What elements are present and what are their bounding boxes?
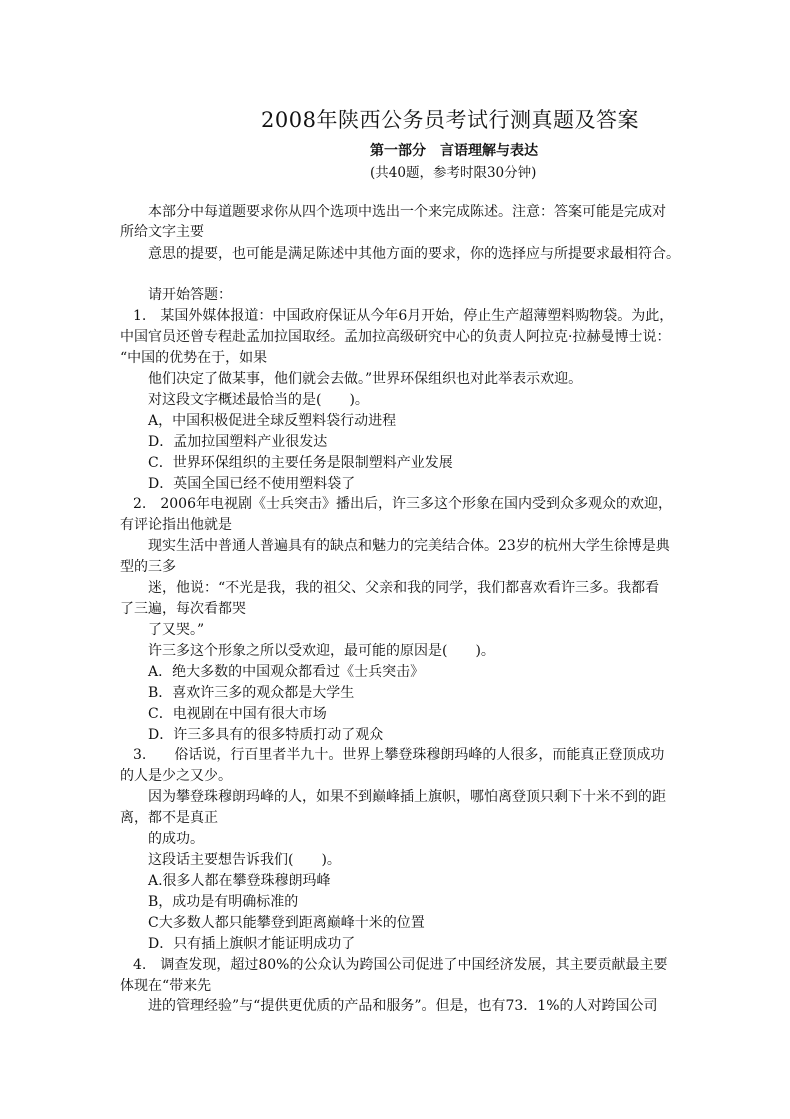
question-line: 2. 2006年电视剧《士兵突击》播出后，许三多这个形象在国内受到众多观众的欢迎， bbox=[133, 496, 672, 512]
text-line: 现实生活中普通人普遍具有的缺点和魅力的完美结合体。23岁的杭州大学生徐博是典 bbox=[148, 538, 670, 554]
option-line: D．英国全国已经不使用塑料袋了 bbox=[148, 476, 356, 492]
text-line: 中国官员还曾专程赴孟加拉国取经。孟加拉高级研究中心的负责人阿拉克·拉赫曼博士说： bbox=[120, 329, 671, 345]
question-line: 1. 某国外媒体报道：中国政府保证从今年6月开始，停止生产超薄塑料购物袋。为此， bbox=[133, 308, 674, 324]
text-line: 意思的提要，也可能是满足陈述中其他方面的要求，你的选择应与所提要求最相符合。 bbox=[148, 246, 680, 262]
option-line: A．绝大多数的中国观众都看过《士兵突击》 bbox=[148, 664, 425, 680]
text-line: 他们决定了做某事，他们就会去做。”世界环保组织也对此举表示欢迎。 bbox=[148, 371, 583, 387]
text-line: 体现在“带来先 bbox=[120, 978, 212, 994]
option-line: C大多数人都只能攀登到距离巅峰十米的位置 bbox=[148, 915, 425, 931]
text-line: 型的三多 bbox=[120, 559, 176, 575]
text-line: 的人是少之又少。 bbox=[120, 768, 232, 784]
part-note: (共40题，参考时限30分钟) bbox=[370, 165, 537, 181]
text-line: 许三多这个形象之所以受欢迎，最可能的原因是( )。 bbox=[148, 643, 495, 659]
option-line: C．电视剧在中国有很大市场 bbox=[148, 706, 327, 722]
question-line: 3. 俗话说，行百里者半九十。世界上攀登珠穆朗玛峰的人很多，而能真正登顶成功 bbox=[133, 747, 665, 763]
text-line: 因为攀登珠穆朗玛峰的人，如果不到巅峰插上旗帜，哪怕离登顶只剩下十米不到的距 bbox=[148, 789, 666, 805]
option-line: B，成功是有明确标准的 bbox=[148, 894, 299, 910]
option-line: B．喜欢许三多的观众都是大学生 bbox=[148, 685, 355, 701]
part-heading: 第一部分 言语理解与表达 bbox=[370, 143, 538, 159]
text-line: 进的管理经验”与“提供更优质的产品和服务”。但是，也有73．1%的人对跨国公司 bbox=[148, 998, 658, 1014]
option-line: D．孟加拉国塑料产业很发达 bbox=[148, 434, 328, 450]
text-line: 了又哭。” bbox=[148, 622, 205, 638]
question-line: 4. 调查发现，超过80%的公众认为跨国公司促进了中国经济发展，其主要贡献最主要 bbox=[133, 957, 668, 973]
option-line: D．只有插上旗帜才能证明成功了 bbox=[148, 936, 356, 952]
option-line: D．许三多具有的很多特质打动了观众 bbox=[148, 727, 384, 743]
option-line: A.很多人都在攀登珠穆朗玛峰 bbox=[148, 873, 331, 889]
text-line: 离，都不是真正 bbox=[120, 810, 218, 826]
option-line: C．世界环保组织的主要任务是限制塑料产业发展 bbox=[148, 455, 453, 471]
text-line: 本部分中每道题要求你从四个选项中选出一个来完成陈述。注意：答案可能是完成对 bbox=[148, 204, 666, 220]
text-line: 对这段文字概述最恰当的是( )。 bbox=[148, 392, 369, 408]
text-line: 迷，他说：“不光是我，我的祖父、父亲和我的同学，我们都喜欢看许三多。我都看 bbox=[148, 580, 660, 596]
text-line: “中国的优势在于，如果 bbox=[120, 350, 268, 366]
text-line: 所给文字主要 bbox=[120, 224, 204, 240]
document-title: 2008年陕西公务员考试行测真题及答案 bbox=[261, 108, 639, 132]
text-line: 有评论指出他就是 bbox=[120, 517, 232, 533]
option-line: A，中国积极促进全球反塑料袋行动进程 bbox=[148, 413, 397, 429]
text-line: 请开始答题： bbox=[148, 287, 232, 303]
text-line: 这段话主要想告诉我们( )。 bbox=[148, 852, 341, 868]
text-line: 的成功。 bbox=[148, 831, 204, 847]
text-line: 了三遍，每次看都哭 bbox=[120, 601, 246, 617]
